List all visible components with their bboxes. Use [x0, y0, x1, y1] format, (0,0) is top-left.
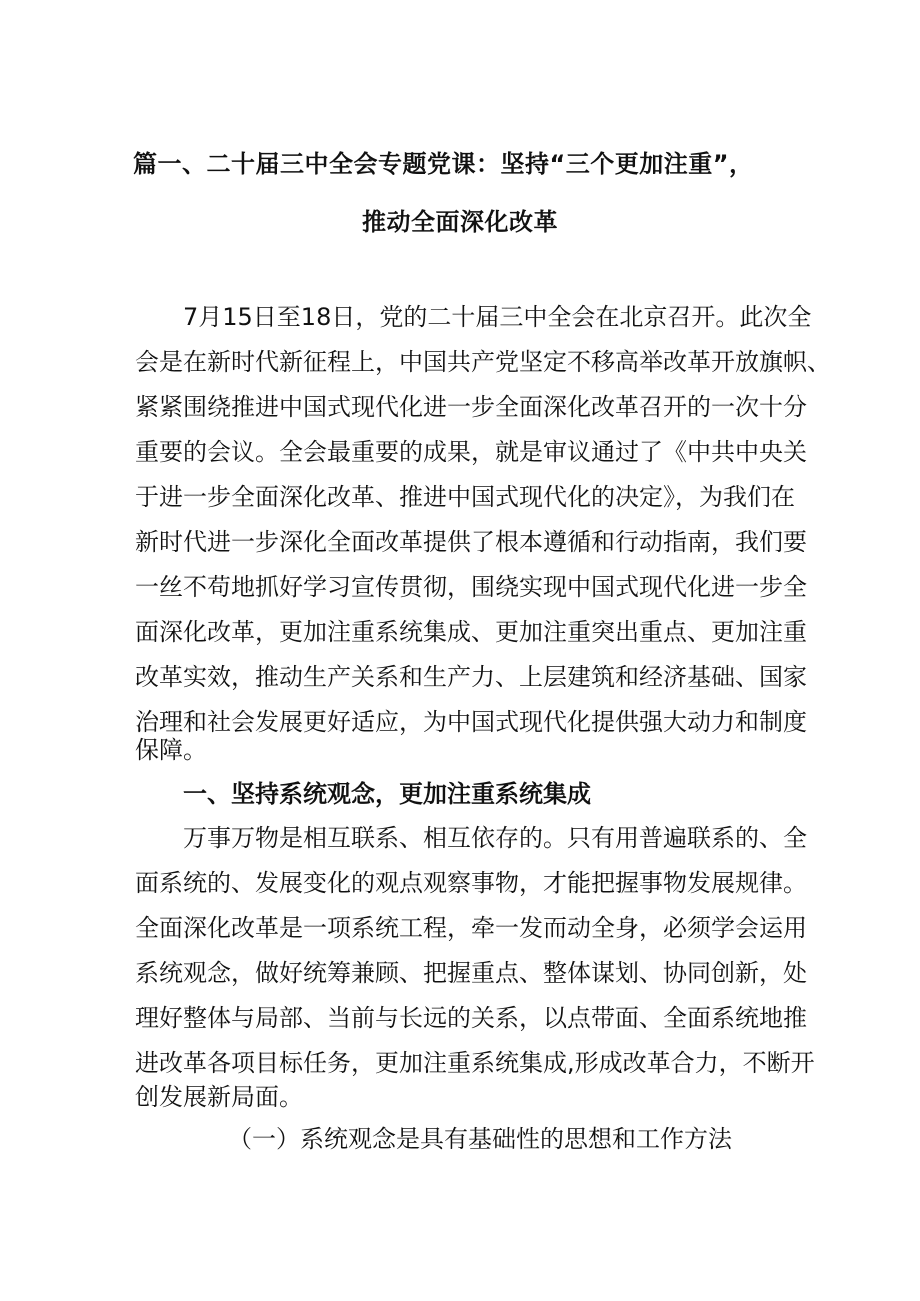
section-heading: 一、坚持系统观念，更加注重系统集成: [183, 780, 591, 808]
subsection-heading: （一）系统观念是具有基础性的思想和工作方法: [228, 1125, 732, 1153]
intro-paragraph-line: 治理和社会发展更好适应，为中国式现代化提供强大动力和制度: [135, 708, 807, 736]
section-paragraph-line: 万事万物是相互联系、相互依存的。只有用普遍联系的、全: [183, 824, 807, 852]
section-paragraph-line: 系统观念，做好统筹兼顾、把握重点、整体谋划、协同创新，处: [135, 959, 807, 987]
intro-paragraph-line: 面深化改革，更加注重系统集成、更加注重突出重点、更加注重: [135, 618, 807, 646]
intro-paragraph-line: 一丝不苟地抓好学习宣传贯彻，围绕实现中国式现代化进一步全: [135, 573, 807, 601]
section-paragraph-line: 进改革各项目标任务，更加注重系统集成,形成改革合力，不断开: [135, 1049, 815, 1077]
intro-paragraph-line: 新时代进一步深化全面改革提供了根本遵循和行动指南，我们要: [135, 528, 807, 556]
section-paragraph-line: 理好整体与局部、当前与长远的关系，以点带面、全面系统地推: [135, 1004, 807, 1032]
intro-paragraph-line: 7月15日至18日，党的二十届三中全会在北京召开。此次全: [183, 303, 812, 331]
intro-paragraph-line: 保障。: [135, 736, 207, 764]
section-paragraph-line: 创发展新局面。: [135, 1083, 303, 1111]
document-title-line-1: 篇一、二十届三中全会专题党课：坚持“三个更加注重”，: [133, 150, 754, 178]
intro-paragraph-line: 会是在新时代新征程上，中国共产党坚定不移高举改革开放旗帜、: [135, 348, 831, 376]
document-title-line-2: 推动全面深化改革: [362, 208, 558, 236]
intro-paragraph-line: 紧紧围绕推进中国式现代化进一步全面深化改革召开的一次十分: [135, 393, 807, 421]
intro-paragraph-line: 重要的会议。全会最重要的成果，就是审议通过了《中共中央关: [135, 438, 807, 466]
section-paragraph-line: 面系统的、发展变化的观点观察事物，才能把握事物发展规律。: [135, 869, 807, 897]
section-paragraph-line: 全面深化改革是一项系统工程，牵一发而动全身，必须学会运用: [135, 914, 807, 942]
intro-paragraph-line: 于进一步全面深化改革、推进中国式现代化的决定》，为我们在: [135, 483, 795, 511]
intro-paragraph-line: 改革实效，推动生产关系和生产力、上层建筑和经济基础、国家: [135, 663, 807, 691]
